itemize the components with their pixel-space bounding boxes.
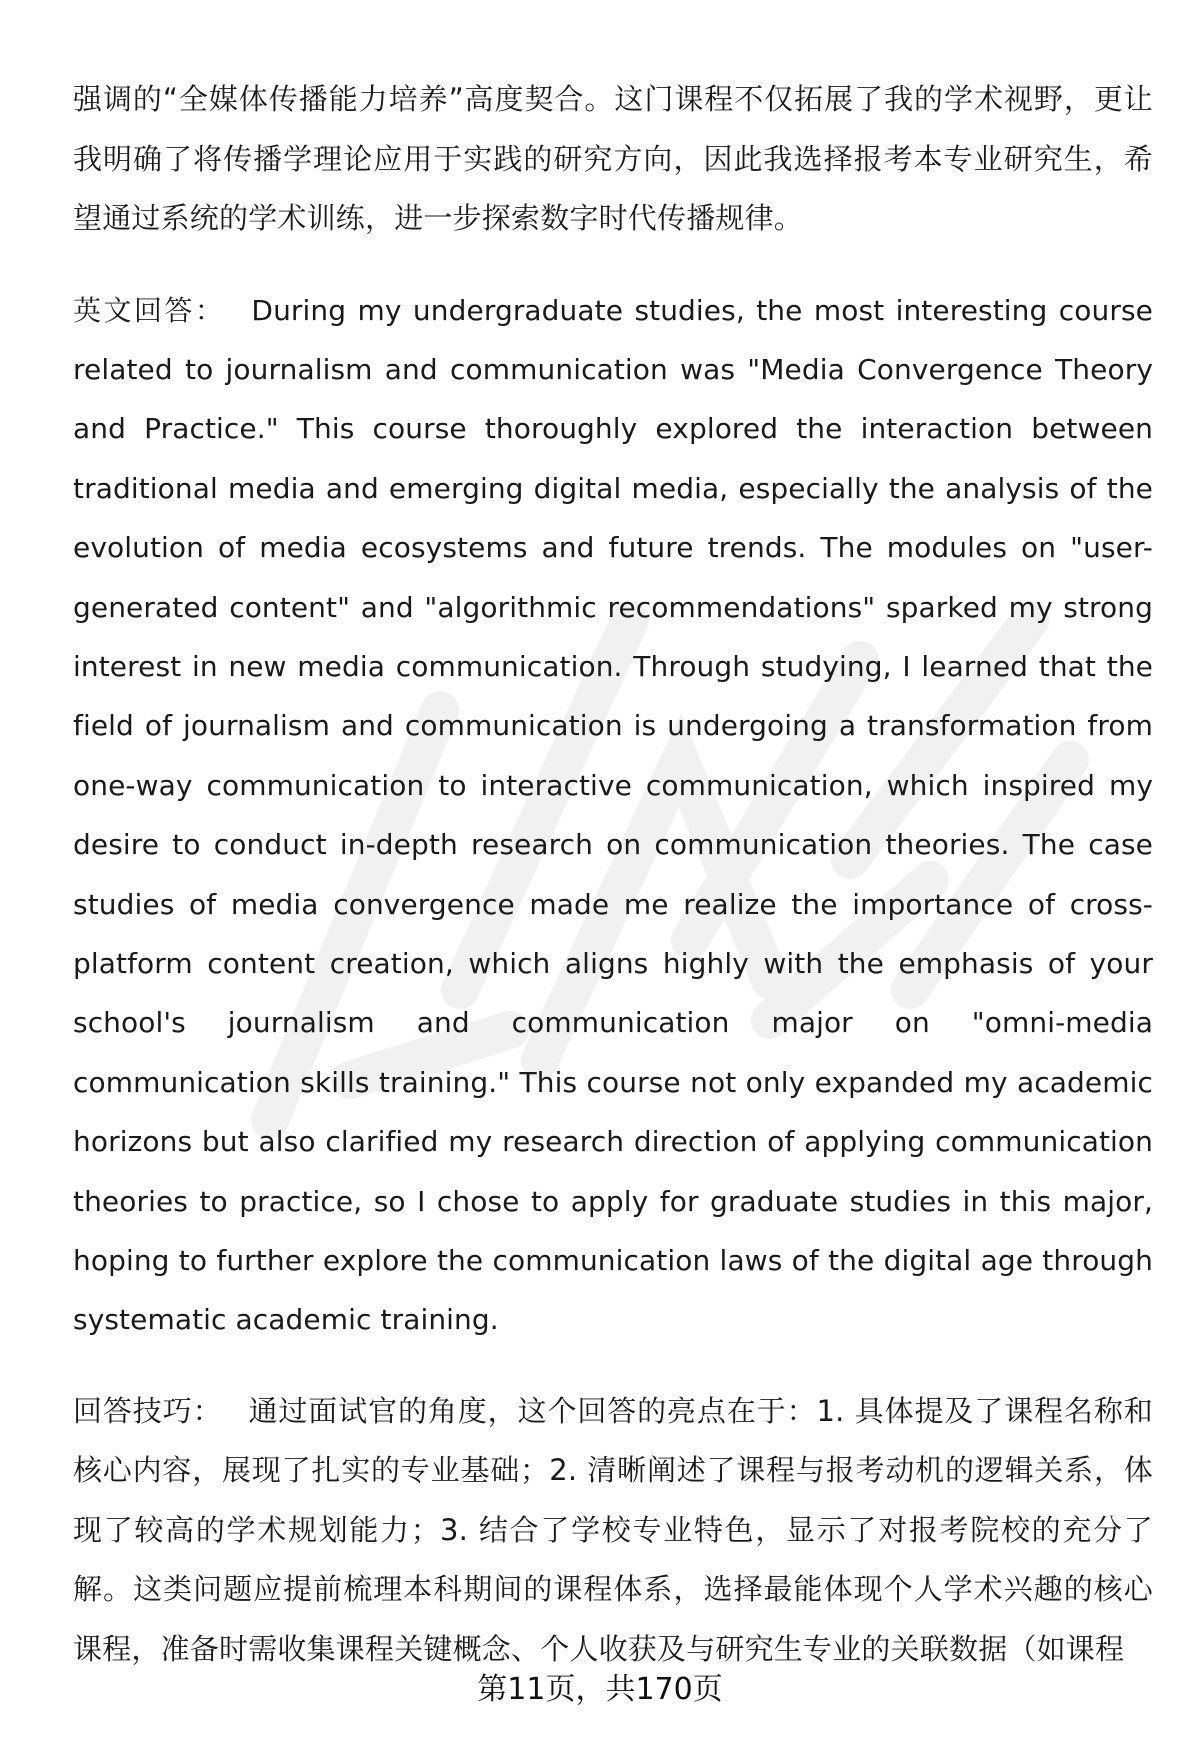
page-number: 第11页，共170页 — [477, 1672, 723, 1707]
answer-tips-text: 通过面试官的角度，这个回答的亮点在于：1. 具体提及了课程名称和核心内容，展现了扎实的专业基础；2. 清晰阐述了课程与报考动机的逻辑关系，体现了较高的学术规划能力；3. 结合了学校专业特色，显示了对报考院校的充分了解。这类问题应提前梳理本科期间的课程体系，选择最能体现个人学术兴趣的核心课程，准备时需收集课程关键概念、个人收获及与研究生专业的关联数据（如课程 — [73, 1393, 1153, 1666]
english-answer-paragraph — [73, 281, 1153, 1350]
intro-paragraph: 强调的“全媒体传播能力培养”高度契合。这门课程不仅拓展了我的学术视野，更让我明确了将传播学理论应用于实践的研究方向，因此我选择报考本专业研究生，希望通过系统的学术训练，进一步探索数字时代传播规律。 — [73, 82, 1153, 235]
english-answer-text: During my undergraduate studies, the most interesting course related to journalism and communication was "Media Convergence Theory and Practice." This course thoroughly explored the interaction between traditional media and emerging digital media, especially the analysis of the evolution of media ecosystems and future trends. The modules on "user-generated content" and "algorithmic recommendations" sparked my strong interest in new media communication. Through studying, I learned that the field of journalism and communication is undergoing a transformation from one-way communication to interactive communication, which inspired my desire to conduct in-depth research on communication theories. The case studies of media convergence made me realize the importance of cross-platform content creation, which aligns highly with the emphasis of your school's journalism and communication major on "omni-media communication skills training." This course not only expanded my academic horizons but also clarified my research direction of applying communication theories to practice, so I chose to apply for graduate studies in this major, hoping to further explore the communication laws of the digital age through systematic academic training. — [73, 293, 1153, 1337]
answer-tips-paragraph — [73, 1382, 1153, 1680]
answer-tips-label: 回答技巧： — [73, 1393, 223, 1428]
document-body — [73, 70, 1153, 1711]
english-answer-label: 英文回答： — [73, 293, 226, 327]
